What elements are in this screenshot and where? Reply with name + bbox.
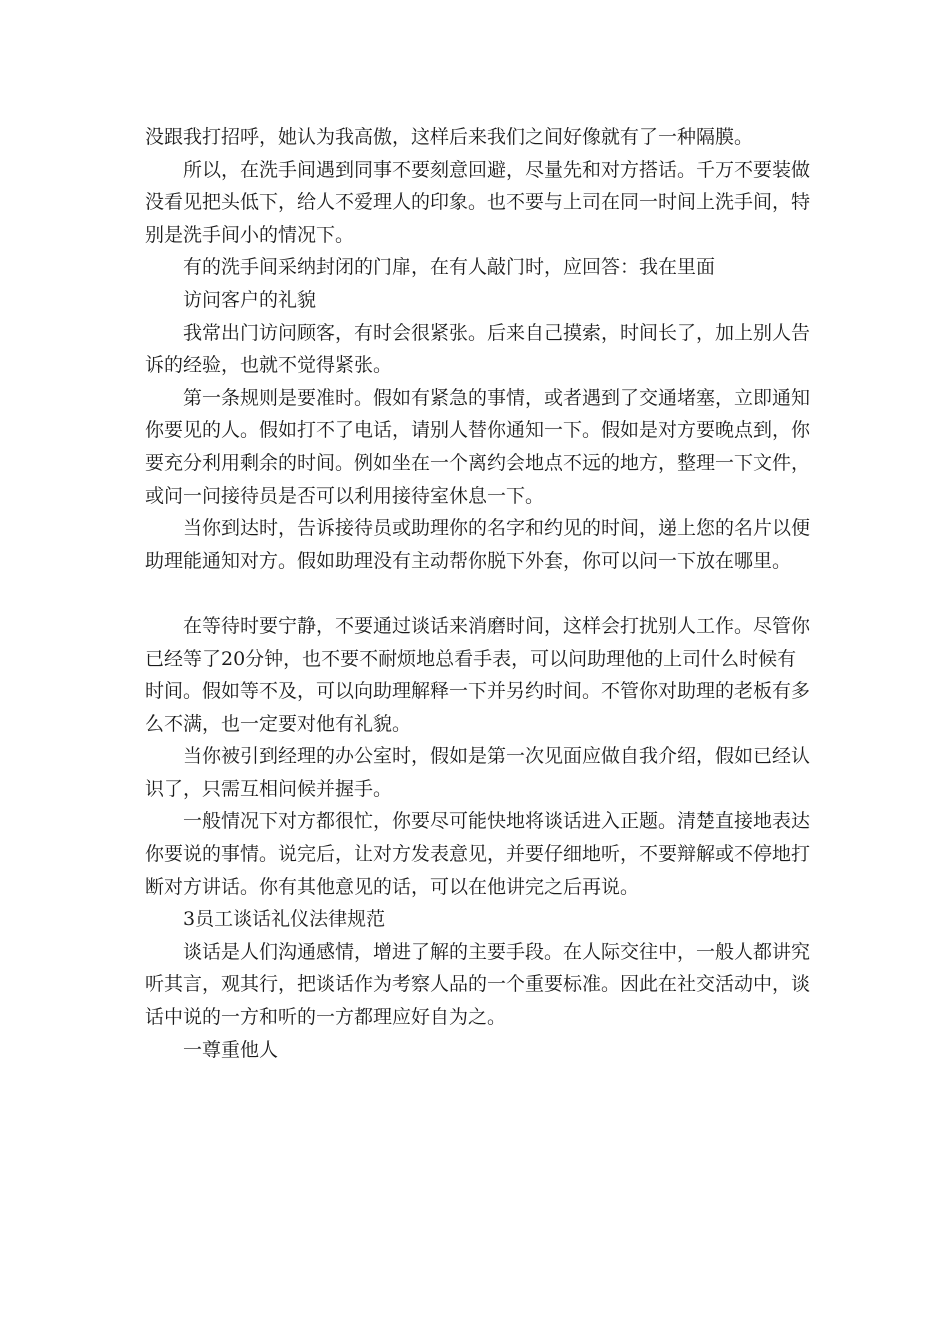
paragraph-3: 有的洗手间采纳封闭的门扉，在有人敲门时，应回答：我在里面 [183, 256, 716, 279]
paragraph-7: 当你到达时，告诉接待员或助理你的名字和约见的时间，递上您的名片以便助理能通知对方。假如助理没有主动帮你脱下外套，你可以问一下放在哪里。 [145, 517, 811, 572]
paragraph-9: 当你被引到经理的办公室时，假如是第一次见面应做自我介绍，假如已经认识了，只需互相问候并握手。 [145, 745, 811, 800]
section-heading-conversation-etiquette: 3员工谈话礼仪法律规范 [183, 908, 386, 931]
section-heading-visiting-clients: 访问客户的礼貌 [183, 288, 317, 311]
paragraph-10: 一般情况下对方都很忙，你要尽可能快地将谈话进入正题。清楚直接地表达你要说的事情。说完后，让对方发表意见，并要仔细地听，不要辩解或不停地打断对方讲话。你有其他意见的话，可以在他讲完之后再说。 [145, 810, 811, 898]
document-body [145, 121, 815, 1066]
paragraph-12: 谈话是人们沟通感情，增进了解的主要手段。在人际交往中，一般人都讲究听其言，观其行，把谈话作为考察人品的一个重要标准。因此在社交活动中，谈话中说的一方和听的一方都理应好自为之。 [145, 940, 811, 1029]
paragraph-5: 我常出门访问顾客，有时会很紧张。后来自己摸索，时间长了，加上别人告诉的经验，也就不觉得紧张。 [145, 321, 811, 377]
paragraph-8: 在等待时要宁静，不要通过谈话来消磨时间，这样会打扰别人工作。尽管你已经等了20分钟，也不要不耐烦地总看手表，可以问助理他的上司什么时候有时间。假如等不及，可以向助理解释一下并另约时间。不管你对助理的老板有多么不满，也一定要对他有礼貌。 [145, 614, 811, 735]
paragraph-2: 所以，在洗手间遇到同事不要刻意回避，尽量先和对方搭话。千万不要装做没看见把头低下，给人不爱理人的印象。也不要与上司在同一时间上洗手间，特别是洗手间小的情况下。 [145, 158, 811, 246]
paragraph-1: 没跟我打招呼，她认为我高傲，这样后来我们之间好像就有了一种隔膜。 [145, 126, 754, 148]
section-heading-respect-others: 一尊重他人 [183, 1038, 279, 1061]
paragraph-6: 第一条规则是要准时。假如有紧急的事情，或者遇到了交通堵塞，立即通知你要见的人。假如打不了电话，请别人替你通知一下。假如是对方要晚点到，你要充分利用剩余的时间。例如坐在一个离约会地点不远的地方，整理一下文件，或问一问接待员是否可以利用接待室休息一下。 [145, 386, 811, 507]
blank-line [145, 577, 815, 610]
